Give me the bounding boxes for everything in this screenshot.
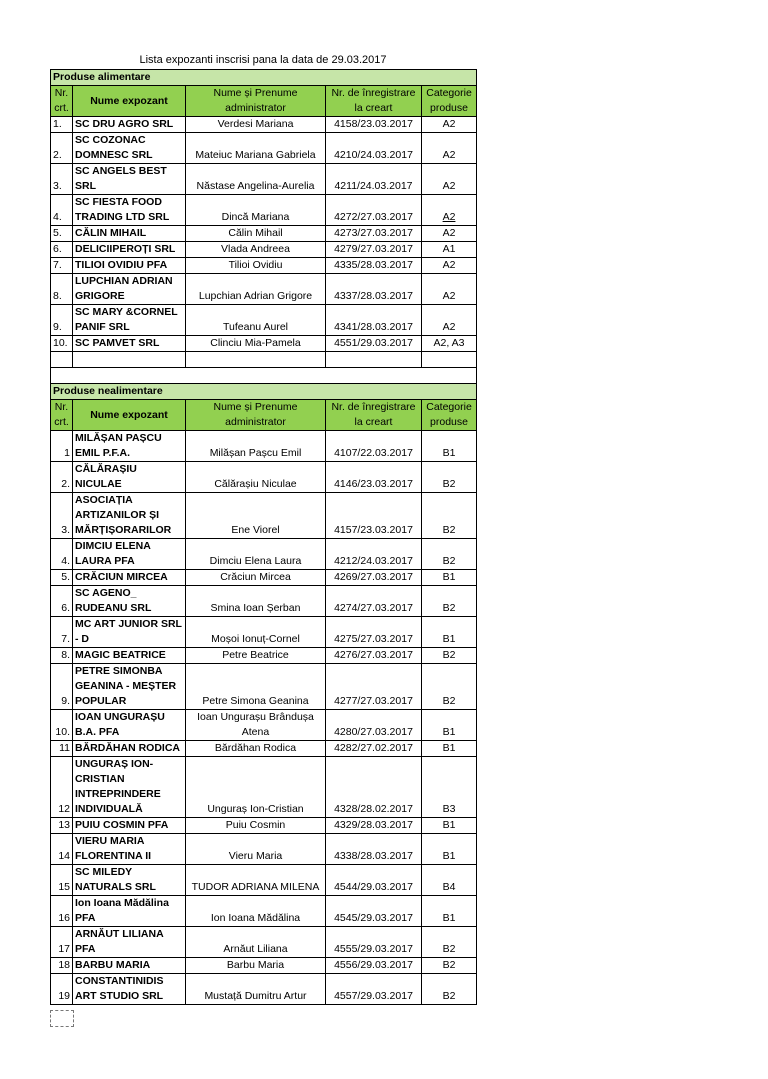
- exhibitor-name: VIERU MARIA FLORENTINA II: [73, 834, 186, 865]
- registration-number: 4277/27.03.2017: [326, 664, 422, 710]
- registration-number: 4545/29.03.2017: [326, 896, 422, 927]
- product-category: B1: [422, 431, 477, 462]
- row-number: 7.: [51, 258, 73, 274]
- exhibitor-name: TILIOI OVIDIU PFA: [73, 258, 186, 274]
- administrator-name: Ion Ioana Mădălina: [186, 896, 326, 927]
- table-row: [51, 896, 477, 927]
- exhibitor-name: SC MARY &CORNEL PANIF SRL: [73, 305, 186, 336]
- table-row: [51, 195, 477, 226]
- product-category: A2: [422, 258, 477, 274]
- table-row: [51, 336, 477, 352]
- table-row: [51, 865, 477, 896]
- exhibitor-name: SC COZONAC DOMNESC SRL: [73, 133, 186, 164]
- row-number: 11: [51, 741, 73, 757]
- exhibitor-name: SC ANGELS BEST SRL: [73, 164, 186, 195]
- registration-number: 4556/29.03.2017: [326, 958, 422, 974]
- empty-row: [51, 352, 477, 368]
- cell-selection-marker: [50, 1010, 74, 1027]
- table-row: [51, 927, 477, 958]
- product-category: B1: [422, 741, 477, 757]
- product-category: B1: [422, 818, 477, 834]
- empty-cell: [422, 352, 477, 368]
- exhibitor-name: MAGIC BEATRICE: [73, 648, 186, 664]
- registration-number: 4158/23.03.2017: [326, 117, 422, 133]
- table-row: [51, 493, 477, 539]
- table-row: [51, 431, 477, 462]
- table-row: [51, 710, 477, 741]
- exhibitor-name: PETRE SIMONBA GEANINA - MEȘTER POPULAR: [73, 664, 186, 710]
- table-row: [51, 539, 477, 570]
- product-category: A2: [422, 195, 477, 226]
- administrator-name: Petre Simona Geanina: [186, 664, 326, 710]
- administrator-name: Unguraș Ion-Cristian: [186, 757, 326, 818]
- header-admin: Nume și Prenume administrator: [186, 400, 326, 431]
- exhibitor-name: CRĂCIUN MIRCEA: [73, 570, 186, 586]
- registration-number: 4338/28.03.2017: [326, 834, 422, 865]
- exhibitor-name: SC PAMVET SRL: [73, 336, 186, 352]
- row-number: 10.: [51, 336, 73, 352]
- exhibitor-name: Ion Ioana Mădălina PFA: [73, 896, 186, 927]
- row-number: 13: [51, 818, 73, 834]
- table-row: [51, 757, 477, 818]
- product-category: A2: [422, 164, 477, 195]
- row-number: 4.: [51, 195, 73, 226]
- table-row: [51, 305, 477, 336]
- table-row: [51, 648, 477, 664]
- product-category: B2: [422, 586, 477, 617]
- registration-number: 4276/27.03.2017: [326, 648, 422, 664]
- empty-cell: [326, 352, 422, 368]
- registration-number: 4272/27.03.2017: [326, 195, 422, 226]
- row-number: 6.: [51, 242, 73, 258]
- registration-number: 4555/29.03.2017: [326, 927, 422, 958]
- row-number: 19: [51, 974, 73, 1005]
- exhibitor-name: IOAN UNGURAȘU B.A. PFA: [73, 710, 186, 741]
- registration-number: 4329/28.03.2017: [326, 818, 422, 834]
- product-category: B1: [422, 834, 477, 865]
- table-row: [51, 617, 477, 648]
- registration-number: 4557/29.03.2017: [326, 974, 422, 1005]
- table-row: [51, 462, 477, 493]
- table-row: [51, 258, 477, 274]
- row-number: 1: [51, 431, 73, 462]
- row-number: 10.: [51, 710, 73, 741]
- table-row: [51, 958, 477, 974]
- product-category: B2: [422, 927, 477, 958]
- table-row: [51, 818, 477, 834]
- row-number: 8.: [51, 274, 73, 305]
- row-number: 9.: [51, 305, 73, 336]
- administrator-name: Călărașiu Niculae: [186, 462, 326, 493]
- exhibitor-name: BĂRDĂHAN RODICA: [73, 741, 186, 757]
- product-category: B2: [422, 493, 477, 539]
- administrator-name: Ioan Ungurașu Brândușa Atena: [186, 710, 326, 741]
- table-row: [51, 242, 477, 258]
- table-row: [51, 274, 477, 305]
- section-row: [51, 70, 477, 86]
- row-number: 3.: [51, 493, 73, 539]
- registration-number: 4328/28.02.2017: [326, 757, 422, 818]
- table-row: [51, 117, 477, 133]
- row-number: 4.: [51, 539, 73, 570]
- row-number: 18: [51, 958, 73, 974]
- registration-number: 4269/27.03.2017: [326, 570, 422, 586]
- administrator-name: Moșoi Ionuț-Cornel: [186, 617, 326, 648]
- product-category: A2: [422, 274, 477, 305]
- registration-number: 4212/24.03.2017: [326, 539, 422, 570]
- registration-number: 4157/23.03.2017: [326, 493, 422, 539]
- header-cat: Categorie produse: [422, 400, 477, 431]
- administrator-name: TUDOR ADRIANA MILENA: [186, 865, 326, 896]
- exhibitor-name: MC ART JUNIOR SRL - D: [73, 617, 186, 648]
- administrator-name: Ene Viorel: [186, 493, 326, 539]
- empty-row: [51, 368, 477, 384]
- table-row: [51, 226, 477, 242]
- administrator-name: Vieru Maria: [186, 834, 326, 865]
- administrator-name: Mustață Dumitru Artur: [186, 974, 326, 1005]
- row-number: 8.: [51, 648, 73, 664]
- header-cat: Categorie produse: [422, 86, 477, 117]
- empty-cell: [51, 352, 73, 368]
- registration-number: 4210/24.03.2017: [326, 133, 422, 164]
- empty-cell: [186, 352, 326, 368]
- exhibitor-name: ASOCIAȚIA ARTIZANILOR ȘI MĂRȚIȘORARILOR: [73, 493, 186, 539]
- row-number: 5.: [51, 570, 73, 586]
- administrator-name: Clinciu Mia-Pamela: [186, 336, 326, 352]
- exhibitor-table: [50, 69, 477, 1005]
- header-nr: Nr. crt.: [51, 400, 73, 431]
- product-category: B4: [422, 865, 477, 896]
- product-category: B1: [422, 896, 477, 927]
- table-row: [51, 664, 477, 710]
- administrator-name: Năstase Angelina-Aurelia: [186, 164, 326, 195]
- table-row: [51, 974, 477, 1005]
- product-category: B1: [422, 570, 477, 586]
- exhibitor-name: SC MILEDY NATURALS SRL: [73, 865, 186, 896]
- registration-number: 4282/27.02.2017: [326, 741, 422, 757]
- product-category: B2: [422, 462, 477, 493]
- administrator-name: Mateiuc Mariana Gabriela: [186, 133, 326, 164]
- product-category: A2: [422, 226, 477, 242]
- registration-number: 4279/27.03.2017: [326, 242, 422, 258]
- registration-number: 4211/24.03.2017: [326, 164, 422, 195]
- product-category: B2: [422, 539, 477, 570]
- product-category: A1: [422, 242, 477, 258]
- product-category: A2: [422, 305, 477, 336]
- product-category: B2: [422, 664, 477, 710]
- registration-number: 4551/29.03.2017: [326, 336, 422, 352]
- header-nr: Nr. crt.: [51, 86, 73, 117]
- registration-number: 4275/27.03.2017: [326, 617, 422, 648]
- row-number: 6.: [51, 586, 73, 617]
- table-row: [51, 133, 477, 164]
- product-category: B1: [422, 710, 477, 741]
- exhibitor-name: CONSTANTINIDIS ART STUDIO SRL: [73, 974, 186, 1005]
- administrator-name: Puiu Cosmin: [186, 818, 326, 834]
- header-row: [51, 86, 477, 117]
- exhibitor-name: SC FIESTA FOOD TRADING LTD SRL: [73, 195, 186, 226]
- document-title: Lista expozanti inscrisi pana la data de 29.03.2017: [139, 54, 387, 66]
- administrator-name: Tilioi Ovidiu: [186, 258, 326, 274]
- empty-cell: [51, 368, 477, 384]
- administrator-name: Dincă Mariana: [186, 195, 326, 226]
- registration-number: 4544/29.03.2017: [326, 865, 422, 896]
- product-category: B2: [422, 974, 477, 1005]
- product-category: A2, A3: [422, 336, 477, 352]
- exhibitor-name: BARBU MARIA: [73, 958, 186, 974]
- exhibitor-name: DIMCIU ELENA LAURA PFA: [73, 539, 186, 570]
- section-row: [51, 384, 477, 400]
- registration-number: 4274/27.03.2017: [326, 586, 422, 617]
- exhibitor-name: MILĂȘAN PAȘCU EMIL P.F.A.: [73, 431, 186, 462]
- registration-number: 4273/27.03.2017: [326, 226, 422, 242]
- product-category: A2: [422, 117, 477, 133]
- registration-number: 4335/28.03.2017: [326, 258, 422, 274]
- row-number: 5.: [51, 226, 73, 242]
- registration-number: 4107/22.03.2017: [326, 431, 422, 462]
- row-number: 12: [51, 757, 73, 818]
- administrator-name: Bărdăhan Rodica: [186, 741, 326, 757]
- empty-cell: [73, 352, 186, 368]
- row-number: 15: [51, 865, 73, 896]
- administrator-name: Petre Beatrice: [186, 648, 326, 664]
- administrator-name: Crăciun Mircea: [186, 570, 326, 586]
- administrator-name: Vlada Andreea: [186, 242, 326, 258]
- registration-number: 4341/28.03.2017: [326, 305, 422, 336]
- exhibitor-name: CĂLĂRAȘIU NICULAE: [73, 462, 186, 493]
- header-row: [51, 400, 477, 431]
- row-number: 7.: [51, 617, 73, 648]
- exhibitor-name: CĂLIN MIHAIL: [73, 226, 186, 242]
- section-title: Produse alimentare: [51, 70, 477, 86]
- product-category: B2: [422, 648, 477, 664]
- header-reg: Nr. de înregistrare la creart: [326, 400, 422, 431]
- product-category: A2: [422, 133, 477, 164]
- registration-number: 4337/28.03.2017: [326, 274, 422, 305]
- row-number: 16: [51, 896, 73, 927]
- product-category: B3: [422, 757, 477, 818]
- administrator-name: Smina Ioan Șerban: [186, 586, 326, 617]
- row-number: 2.: [51, 462, 73, 493]
- administrator-name: Arnăut Liliana: [186, 927, 326, 958]
- exhibitor-name: SC AGENO_ RUDEANU SRL: [73, 586, 186, 617]
- row-number: 1.: [51, 117, 73, 133]
- exhibitor-name: DELICIIPEROȚI SRL: [73, 242, 186, 258]
- table-row: [51, 570, 477, 586]
- header-reg: Nr. de înregistrare la creart: [326, 86, 422, 117]
- exhibitor-name: UNGURAȘ ION-CRISTIAN INTREPRINDERE INDIVIDUALĂ: [73, 757, 186, 818]
- header-admin: Nume și Prenume administrator: [186, 86, 326, 117]
- administrator-name: Călin Mihail: [186, 226, 326, 242]
- table-row: [51, 164, 477, 195]
- administrator-name: Dimciu Elena Laura: [186, 539, 326, 570]
- registration-number: 4146/23.03.2017: [326, 462, 422, 493]
- row-number: 9.: [51, 664, 73, 710]
- exhibitor-name: ARNĂUT LILIANA PFA: [73, 927, 186, 958]
- registration-number: 4280/27.03.2017: [326, 710, 422, 741]
- exhibitor-name: PUIU COSMIN PFA: [73, 818, 186, 834]
- exhibitor-name: SC DRU AGRO SRL: [73, 117, 186, 133]
- row-number: 3.: [51, 164, 73, 195]
- table-row: [51, 834, 477, 865]
- row-number: 14: [51, 834, 73, 865]
- product-category: B1: [422, 617, 477, 648]
- header-name: Nume expozant: [73, 400, 186, 431]
- exhibitor-name: LUPCHIAN ADRIAN GRIGORE: [73, 274, 186, 305]
- header-name: Nume expozant: [73, 86, 186, 117]
- section-title: Produse nealimentare: [51, 384, 477, 400]
- row-number: 17: [51, 927, 73, 958]
- administrator-name: Milășan Pașcu Emil: [186, 431, 326, 462]
- administrator-name: Barbu Maria: [186, 958, 326, 974]
- administrator-name: Verdesi Mariana: [186, 117, 326, 133]
- table-row: [51, 741, 477, 757]
- administrator-name: Tufeanu Aurel: [186, 305, 326, 336]
- administrator-name: Lupchian Adrian Grigore: [186, 274, 326, 305]
- row-number: 2.: [51, 133, 73, 164]
- table-row: [51, 586, 477, 617]
- product-category: B2: [422, 958, 477, 974]
